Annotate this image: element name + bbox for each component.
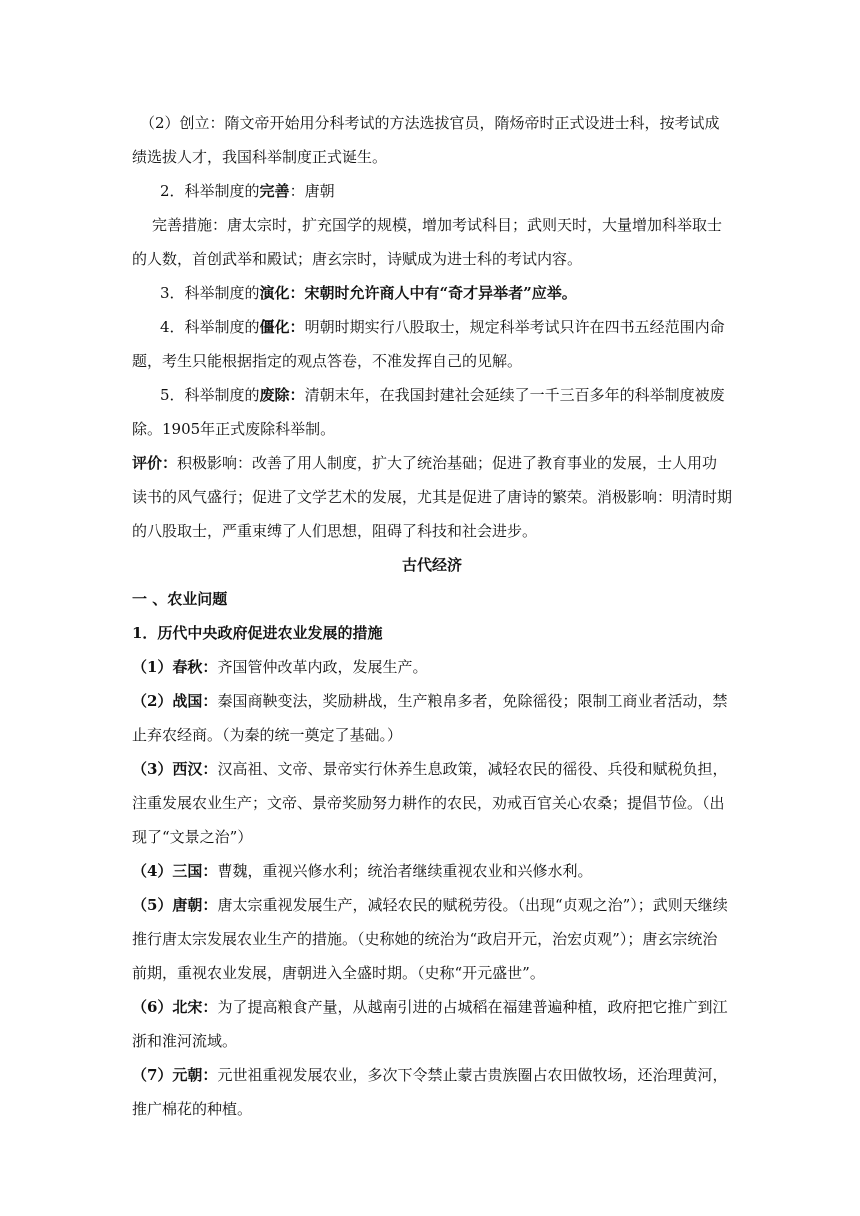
list-item-text: 唐太宗重视发展生产，减轻农民的赋税劳役。（出现“贞观之治”）；武则天继续推行唐太宗发展农业生产的措施。（史称她的统治为“政启开元，治宏贞观”）；唐玄宗统治前期，重视农业发展，唐朝进入全盛时期。（史称“开元盛世”。 bbox=[132, 896, 728, 982]
list-item-label: （7）元朝： bbox=[132, 1066, 218, 1084]
paragraph-perfection-measures: 完善措施：唐太宗时，扩充国学的规模，增加考试科目；武则天时，大量增加科举取士的人数，首创武举和殿试；唐玄宗时，诗赋成为进士科的考试内容。 bbox=[132, 216, 723, 268]
list-item-label: （2）战国： bbox=[132, 692, 218, 710]
list-item-text: 曹魏，重视兴修水利；统治者继续重视农业和兴修水利。 bbox=[217, 862, 593, 880]
list-item-text: 汉高祖、文帝、景帝实行休养生息政策，减轻农民的徭役、兵役和赋税负担，注重发展农业生产；文帝、景帝奖励努力耕作的农民，劝戒百官关心农桑；提倡节俭。（出现了“文景之治”） bbox=[132, 760, 728, 846]
heading-measures: 1．历代中央政府促进农业发展的措施 bbox=[132, 624, 383, 642]
list-item bbox=[132, 854, 732, 888]
document-body bbox=[132, 106, 732, 1126]
perfection-prefix: 2．科举制度的 bbox=[160, 182, 260, 200]
paragraph-creation bbox=[132, 106, 732, 174]
list-item-label: （3）西汉： bbox=[132, 760, 218, 778]
list-item-label: （1）春秋： bbox=[132, 658, 218, 676]
list-item-label: （6）北宋： bbox=[132, 998, 218, 1016]
creation-text: 隋文帝开始用分科考试的方法选拔官员，隋炀帝时正式设进士科，按考试成绩选拔人才，我国科举制度正式诞生。 bbox=[132, 114, 720, 166]
paragraph-evaluation bbox=[132, 446, 732, 548]
abolish-bold: 废除： bbox=[259, 386, 305, 404]
perfection-suffix: ：唐朝 bbox=[289, 182, 335, 200]
list-item-text: 秦国商鞅变法，奖励耕战，生产粮帛多者，免除徭役；限制工商业者活动，禁止弃农经商。（为秦的统一奠定了基础。） bbox=[132, 692, 728, 744]
paragraph-evolution bbox=[132, 276, 732, 310]
abolish-text: 清朝末年，在我国封建社会延续了一千三百多年的科举制度被废除。1905年正式废除科举制。 bbox=[132, 386, 725, 438]
paragraph-abolish bbox=[132, 378, 732, 446]
list-item-text: 为了提高粮食产量，从越南引进的占城稻在福建普遍种植，政府把它推广到江浙和淮河流域。 bbox=[132, 998, 728, 1050]
rigid-prefix: 4．科举制度的 bbox=[160, 318, 260, 336]
list-item bbox=[132, 684, 732, 752]
abolish-prefix: 5．科举制度的 bbox=[160, 386, 260, 404]
evolution-prefix: 3．科举制度的 bbox=[160, 284, 260, 302]
rigid-text: 明朝时期实行八股取士，规定科举考试只许在四书五经范围内命题，考生只能根据指定的观点答卷，不准发挥自己的见解。 bbox=[132, 318, 725, 370]
list-item-label: （5）唐朝： bbox=[132, 896, 218, 914]
evaluation-label: 评价： bbox=[132, 454, 178, 472]
list-item-label: （4）三国： bbox=[132, 862, 218, 880]
measures-list bbox=[132, 650, 732, 1126]
heading-agriculture: 一 、农业问题 bbox=[132, 590, 228, 608]
list-item-text: 齐国管仲改革内政，发展生产。 bbox=[217, 658, 428, 676]
list-item bbox=[132, 1058, 732, 1126]
evolution-bold: 演化：宋朝时允许商人中有“奇才异举者”应举。 bbox=[259, 284, 577, 302]
paragraph-perfection bbox=[132, 174, 732, 208]
creation-prefix: （2）创立： bbox=[140, 114, 225, 132]
list-item bbox=[132, 990, 732, 1058]
list-item-text: 元世祖重视发展农业，多次下令禁止蒙古贵族圈占农田做牧场，还治理黄河，推广棉花的种植。 bbox=[132, 1066, 728, 1118]
rigid-bold: 僵化： bbox=[259, 318, 305, 336]
list-item bbox=[132, 888, 732, 990]
list-item bbox=[132, 752, 732, 854]
paragraph-rigid bbox=[132, 310, 732, 378]
section-title: 古代经济 bbox=[401, 556, 462, 574]
list-item bbox=[132, 650, 732, 684]
evaluation-text: 积极影响：改善了用人制度，扩大了统治基础；促进了教育事业的发展，士人用功读书的风气盛行；促进了文学艺术的发展，尤其是促进了唐诗的繁荣。消极影响：明清时期的八股取士，严重束缚了人们思想，阻碍了科技和社会进步。 bbox=[132, 454, 733, 540]
perfection-bold: 完善 bbox=[259, 182, 290, 200]
